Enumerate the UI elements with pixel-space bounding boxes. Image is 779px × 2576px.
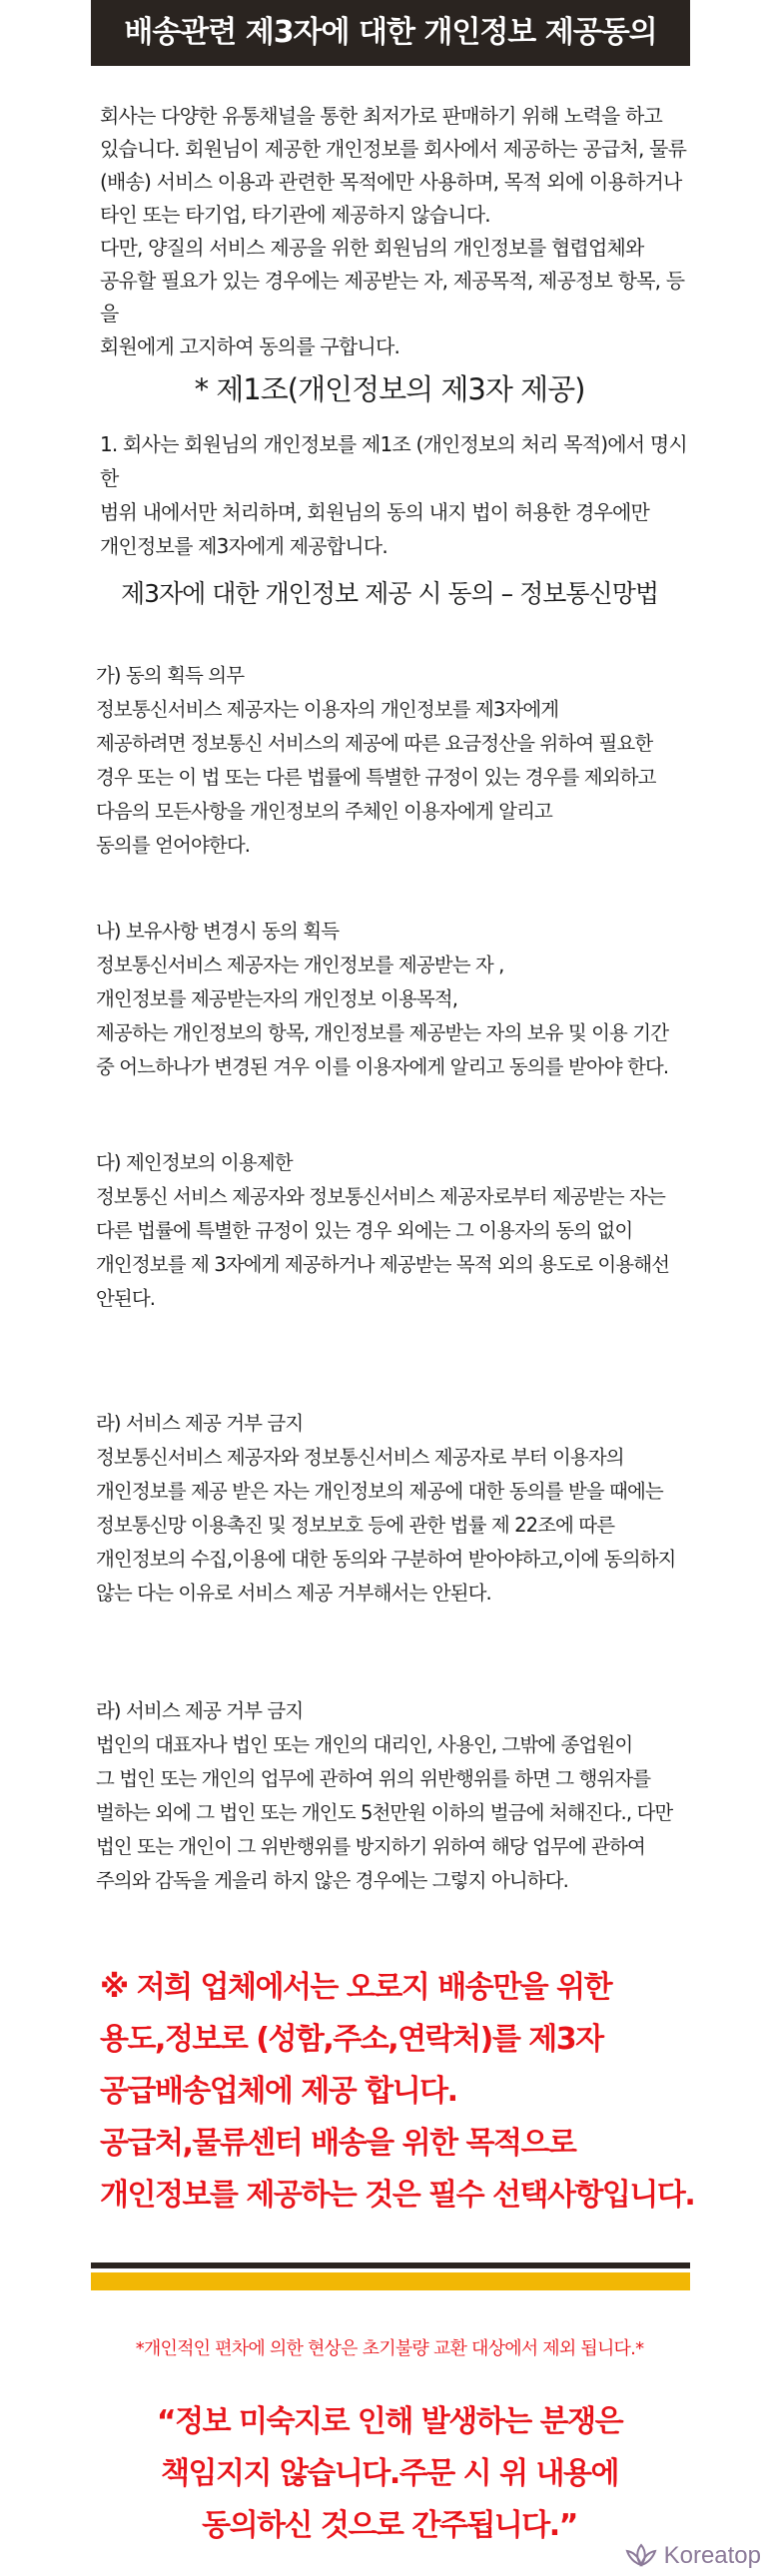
section-line: 정보통신망 이용촉진 및 정보보호 등에 관한 법률 제 22조에 따른	[96, 1514, 615, 1537]
section-heading: 나) 보유사항 변경시 동의 획득	[96, 920, 340, 943]
article1-line: 1. 회사는 회원님의 개인정보를 제1조 (개인정보의 처리 목적)에서 명시한	[100, 432, 687, 490]
section-ra-2	[96, 1694, 715, 1898]
closing-line: 책임지지 않습니다.주문 시 위 내용에	[161, 2456, 618, 2491]
section-heading: 다) 제인정보의 이용제한	[96, 1151, 293, 1174]
section-line: 중 어느하나가 변경된 겨우 이를 이용자에게 알리고 동의를 받아야 한다.	[96, 1055, 669, 1078]
intro-line: 타인 또는 타기업, 타기관에 제공하지 않습니다.	[100, 203, 490, 227]
watermark-text: Koreatop	[663, 2542, 761, 2569]
section-line: 경우 또는 이 법 또는 다른 법률에 특별한 규정이 있는 경우를 제외하고	[96, 766, 656, 789]
section-line: 다음의 모든사항을 개인정보의 주체인 이용자에게 알리고	[96, 800, 552, 823]
delivery-notice	[100, 1962, 739, 2222]
section-line: 제공하는 개인정보의 항목, 개인정보를 제공받는 자의 보유 및 이용 기간	[96, 1021, 669, 1044]
law-section-title: 제3자에 대한 개인정보 제공 시 동의 – 정보통신망법	[120, 579, 659, 608]
closing-statement	[0, 2396, 779, 2552]
section-line: 벌하는 외에 그 법인 또는 개인도 5천만원 이하의 벌금에 처해진다., 다만	[96, 1801, 673, 1824]
section-heading: 라) 서비스 제공 거부 금지	[96, 1412, 304, 1435]
notice-line: 공급배송업체에 제공 합니다.	[100, 2074, 457, 2109]
section-line: 제공하려면 정보통신 서비스의 제공에 따른 요금정산을 위하여 필요한	[96, 732, 653, 755]
section-line: 안된다.	[96, 1287, 156, 1310]
notice-line: 용도,정보로 (성함,주소,연락처)를 제3자	[100, 2022, 603, 2057]
article1-body	[100, 427, 699, 563]
section-line: 개인정보를 제공받는자의 개인정보 이용목적,	[96, 987, 457, 1010]
notice-line: ※ 저희 업체에서는 오로지 배송만을 위한	[100, 1970, 612, 2005]
section-line: 법인 또는 개인이 그 위반행위를 방지하기 위하여 해당 업무에 관하여	[96, 1835, 645, 1858]
intro-paragraph	[100, 100, 699, 363]
divider-dark	[91, 2262, 690, 2268]
intro-line: 회원에게 고지하여 동의를 구합니다.	[100, 334, 400, 358]
notice-line: 개인정보를 제공하는 것은 필수 선택사항입니다.	[100, 2178, 695, 2213]
divider-yellow	[91, 2272, 690, 2290]
section-na	[96, 915, 715, 1084]
intro-line: 회사는 다양한 유통채널을 통한 최저가로 판매하기 위해 노력을 하고	[100, 104, 663, 128]
section-line: 법인의 대표자나 법인 또는 개인의 대리인, 사용인, 그밖에 종업원이	[96, 1733, 633, 1756]
intro-line: 다만, 양질의 서비스 제공을 위한 회원님의 개인정보를 협렵업체와	[100, 236, 644, 260]
section-line: 정보통신서비스 제공자는 이용자의 개인정보를 제3자에게	[96, 698, 559, 721]
koreatop-watermark	[624, 2542, 761, 2570]
article1-line: 개인정보를 제3자에게 제공합니다.	[100, 534, 388, 558]
section-heading: 가) 동의 획득 의무	[96, 664, 245, 687]
section-line: 정보통신서비스 제공자는 개인정보를 제공받는 자 ,	[96, 954, 504, 976]
section-da	[96, 1146, 715, 1316]
section-line: 않는 다는 이유로 서비스 제공 거부해서는 안된다.	[96, 1582, 491, 1605]
notice-line: 공급처,물류센터 배송을 위한 목적으로	[100, 2126, 576, 2161]
defect-disclaimer: *개인적인 편차에 의한 현상은 초기불량 교환 대상에서 제외 됩니다.*	[135, 2338, 644, 2359]
section-line: 다른 법률에 특별한 규정이 있는 경우 외에는 그 이용자의 동의 없이	[96, 1219, 633, 1242]
section-line: 개인정보의 수집,이용에 대한 동의와 구분하여 받아야하고,이에 동의하지	[96, 1548, 676, 1571]
section-heading: 라) 서비스 제공 거부 금지	[96, 1699, 304, 1722]
article1-line: 범위 내에서만 처리하며, 회원님의 동의 내지 법이 허용한 경우에만	[100, 500, 650, 524]
intro-line: 있습니다. 회원님이 제공한 개인정보를 회사에서 제공하는 공급처, 물류	[100, 137, 687, 161]
section-line: 정보통신서비스 제공자와 정보통신서비스 제공자로 부터 이용자의	[96, 1446, 624, 1469]
section-line: 정보통신 서비스 제공자와 정보통신서비스 제공자로부터 제공받는 자는	[96, 1185, 665, 1208]
section-line: 개인정보를 제 3자에게 제공하거나 제공받는 목적 외의 용도로 이용해선	[96, 1253, 670, 1276]
page-title-banner	[91, 0, 690, 66]
closing-line: “정보 미숙지로 인해 발생하는 분쟁은	[156, 2404, 623, 2439]
lotus-icon	[624, 2543, 658, 2569]
closing-line: 동의하신 것으로 간주됩니다.”	[202, 2508, 577, 2543]
section-ra-1	[96, 1407, 715, 1610]
section-line: 그 법인 또는 개인의 업무에 관하여 위의 위반행위를 하면 그 행위자를	[96, 1767, 651, 1790]
section-line: 개인정보를 제공 받은 자는 개인정보의 제공에 대한 동의를 받을 때에는	[96, 1480, 663, 1503]
article1-title: * 제1조(개인정보의 제3자 제공)	[194, 372, 585, 406]
section-ga	[96, 659, 715, 863]
section-line: 동의를 얻어야한다.	[96, 834, 251, 857]
section-line: 주의와 감독을 게을리 하지 않은 경우에는 그렇지 아니하다.	[96, 1869, 568, 1892]
intro-line: (배송) 서비스 이용과 관련한 목적에만 사용하며, 목적 외에 이용하거나	[100, 170, 682, 194]
page-title: 배송관련 제3자에 대한 개인정보 제공동의	[124, 15, 657, 50]
intro-line: 공유할 필요가 있는 경우에는 제공받는 자, 제공목적, 제공정보 항목, 등을	[100, 269, 685, 325]
